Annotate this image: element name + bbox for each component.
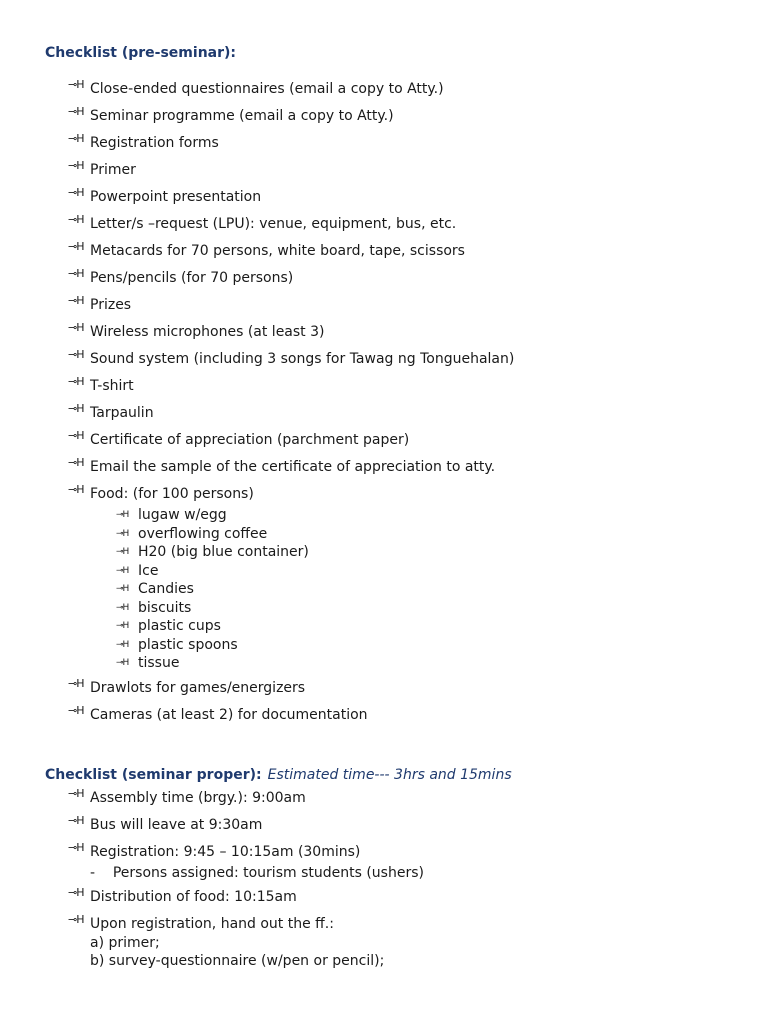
checkbox-bullet-icon: ⊸H: [68, 483, 84, 496]
food-item-text: H20 (big blue container): [138, 544, 309, 560]
list-item-text: Prizes: [90, 297, 132, 313]
list-item: [68, 348, 515, 378]
checkbox-bullet-icon: ⊸H: [68, 348, 84, 361]
food-item-text: tissue: [138, 655, 180, 671]
food-item-text: plastic spoons: [138, 636, 238, 653]
checkbox-bullet-icon: ⊸H: [68, 267, 84, 280]
checkbox-bullet-icon: ⊸H: [68, 886, 84, 899]
list-item-text: Seminar programme (email a copy to Atty.): [90, 108, 394, 124]
checkbox-bullet-icon: ⊸H: [68, 814, 84, 827]
food-item: [116, 617, 514, 636]
checkbox-bullet-icon: ⊸H: [68, 294, 84, 307]
list-item-text: Wireless microphones (at least 3): [90, 324, 325, 340]
food-item-text: biscuits: [138, 599, 192, 616]
list-item-text: Registration forms: [90, 135, 219, 151]
list-item-text: Primer: [90, 162, 136, 178]
seminar-proper-heading: [45, 767, 512, 783]
food-item: [116, 636, 514, 655]
list-item: [68, 213, 514, 243]
list-item-text: Distribution of food: 10:15am: [90, 889, 297, 905]
seminar-proper-list: [68, 787, 424, 970]
checkbox-bullet-icon: ⊸H: [68, 429, 84, 442]
list-item: [68, 814, 424, 844]
checkbox-bullet-icon: ⊸H: [68, 787, 84, 800]
food-item: [116, 543, 514, 562]
food-item: [116, 525, 514, 544]
list-item-text: Tarpaulin: [90, 405, 154, 421]
checkbox-bullet-icon: ⊸H: [68, 159, 84, 172]
food-item: [116, 506, 514, 525]
list-item: [68, 913, 424, 934]
food-item: [116, 562, 514, 581]
checkbox-bullet-icon: ⊸H: [68, 186, 84, 199]
list-item: [68, 105, 514, 135]
list-item-text: Assembly time (brgy.): 9:00am: [90, 790, 306, 806]
list-item: [68, 78, 514, 108]
small-checkbox-bullet-icon: ⊸H: [116, 639, 129, 650]
list-item-text: Bus will leave at 9:30am: [90, 817, 263, 833]
pre-seminar-heading: Checklist (pre-seminar):: [45, 45, 237, 61]
list-item-text: Powerpoint presentation: [90, 189, 262, 205]
small-checkbox-bullet-icon: ⊸H: [116, 528, 129, 539]
food-item-text: lugaw w/egg: [138, 507, 227, 523]
checkbox-bullet-icon: ⊸H: [68, 78, 84, 91]
list-item: [68, 321, 514, 351]
list-item: [68, 703, 514, 734]
food-item-text: Candies: [138, 581, 194, 597]
checkbox-bullet-icon: ⊸H: [68, 402, 84, 415]
list-item-text: Upon registration, hand out the ff.:: [90, 916, 334, 932]
list-item-text: Sound system (including 3 songs for Tawag ng Tonguehalan): [90, 351, 515, 367]
list-item: [68, 159, 514, 189]
registration-note: - Persons assigned: tourism students (ushers): [90, 865, 424, 881]
checkbox-bullet-icon: ⊸H: [68, 375, 84, 388]
list-item: [68, 267, 514, 297]
small-checkbox-bullet-icon: ⊸H: [116, 602, 129, 613]
estimated-time-note: Estimated time--- 3hrs and 15mins: [267, 767, 512, 783]
list-item-text: Letter/s –request (LPU): venue, equipment, bus, etc.: [90, 216, 457, 232]
list-item-text: Certificate of appreciation (parchment paper): [90, 432, 410, 448]
handout-line: b) survey-questionnaire (w/pen or pencil);: [90, 953, 385, 969]
list-item: [68, 456, 514, 486]
list-item: [68, 787, 424, 817]
food-item-text: overflowing coffee: [138, 525, 268, 542]
checkbox-bullet-icon: ⊸H: [68, 841, 84, 854]
small-checkbox-bullet-icon: ⊸H: [116, 658, 129, 668]
list-item: [68, 294, 514, 324]
list-item-text: T-shirt: [90, 378, 134, 394]
list-item-text: Metacards for 70 persons, white board, tape, scissors: [90, 243, 465, 259]
list-item-text: Pens/pencils (for 70 persons): [90, 270, 294, 286]
food-item: [116, 580, 514, 599]
food-sublist: [68, 506, 514, 673]
list-item: [68, 240, 514, 270]
small-checkbox-bullet-icon: ⊸H: [116, 565, 129, 576]
small-checkbox-bullet-icon: ⊸H: [116, 584, 129, 594]
small-checkbox-bullet-icon: ⊸H: [116, 547, 129, 557]
list-item: [68, 375, 514, 405]
checkbox-bullet-icon: ⊸H: [68, 703, 84, 717]
list-item-text: Close-ended questionnaires (email a copy to Atty.): [90, 81, 444, 97]
checkbox-bullet-icon: ⊸H: [68, 240, 84, 253]
checkbox-bullet-icon: ⊸H: [68, 213, 84, 226]
list-item-text: Food: (for 100 persons): [90, 486, 254, 502]
list-item: [68, 429, 514, 459]
list-item: [68, 132, 514, 162]
small-checkbox-bullet-icon: ⊸H: [116, 621, 129, 631]
food-sublist-container: [68, 506, 514, 673]
list-item: [68, 402, 514, 432]
checkbox-bullet-icon: ⊸H: [68, 132, 84, 145]
list-item-text: Cameras (at least 2) for documentation: [90, 706, 368, 723]
list-item-text: Email the sample of the certificate of appreciation to atty.: [90, 459, 496, 475]
list-item-text: Registration: 9:45 – 10:15am (30mins): [90, 844, 361, 860]
food-item: [116, 654, 514, 673]
handout-line: a) primer;: [90, 935, 160, 951]
food-item: [116, 599, 514, 618]
checkbox-bullet-icon: ⊸H: [68, 456, 84, 469]
checkbox-bullet-icon: ⊸H: [68, 676, 84, 690]
checkbox-bullet-icon: ⊸H: [68, 105, 84, 118]
pre-seminar-list: [68, 78, 515, 734]
small-checkbox-bullet-icon: ⊸H: [116, 510, 129, 520]
list-item: [68, 676, 514, 707]
list-item: [68, 186, 514, 216]
list-item-text: Drawlots for games/energizers: [90, 679, 306, 696]
checkbox-bullet-icon: ⊸H: [68, 321, 84, 334]
list-item: [68, 886, 424, 916]
checkbox-bullet-icon: ⊸H: [68, 913, 84, 926]
food-item-text: Ice: [138, 562, 159, 579]
food-item-text: plastic cups: [138, 618, 221, 634]
seminar-proper-title: Checklist (seminar proper):: [45, 767, 262, 783]
